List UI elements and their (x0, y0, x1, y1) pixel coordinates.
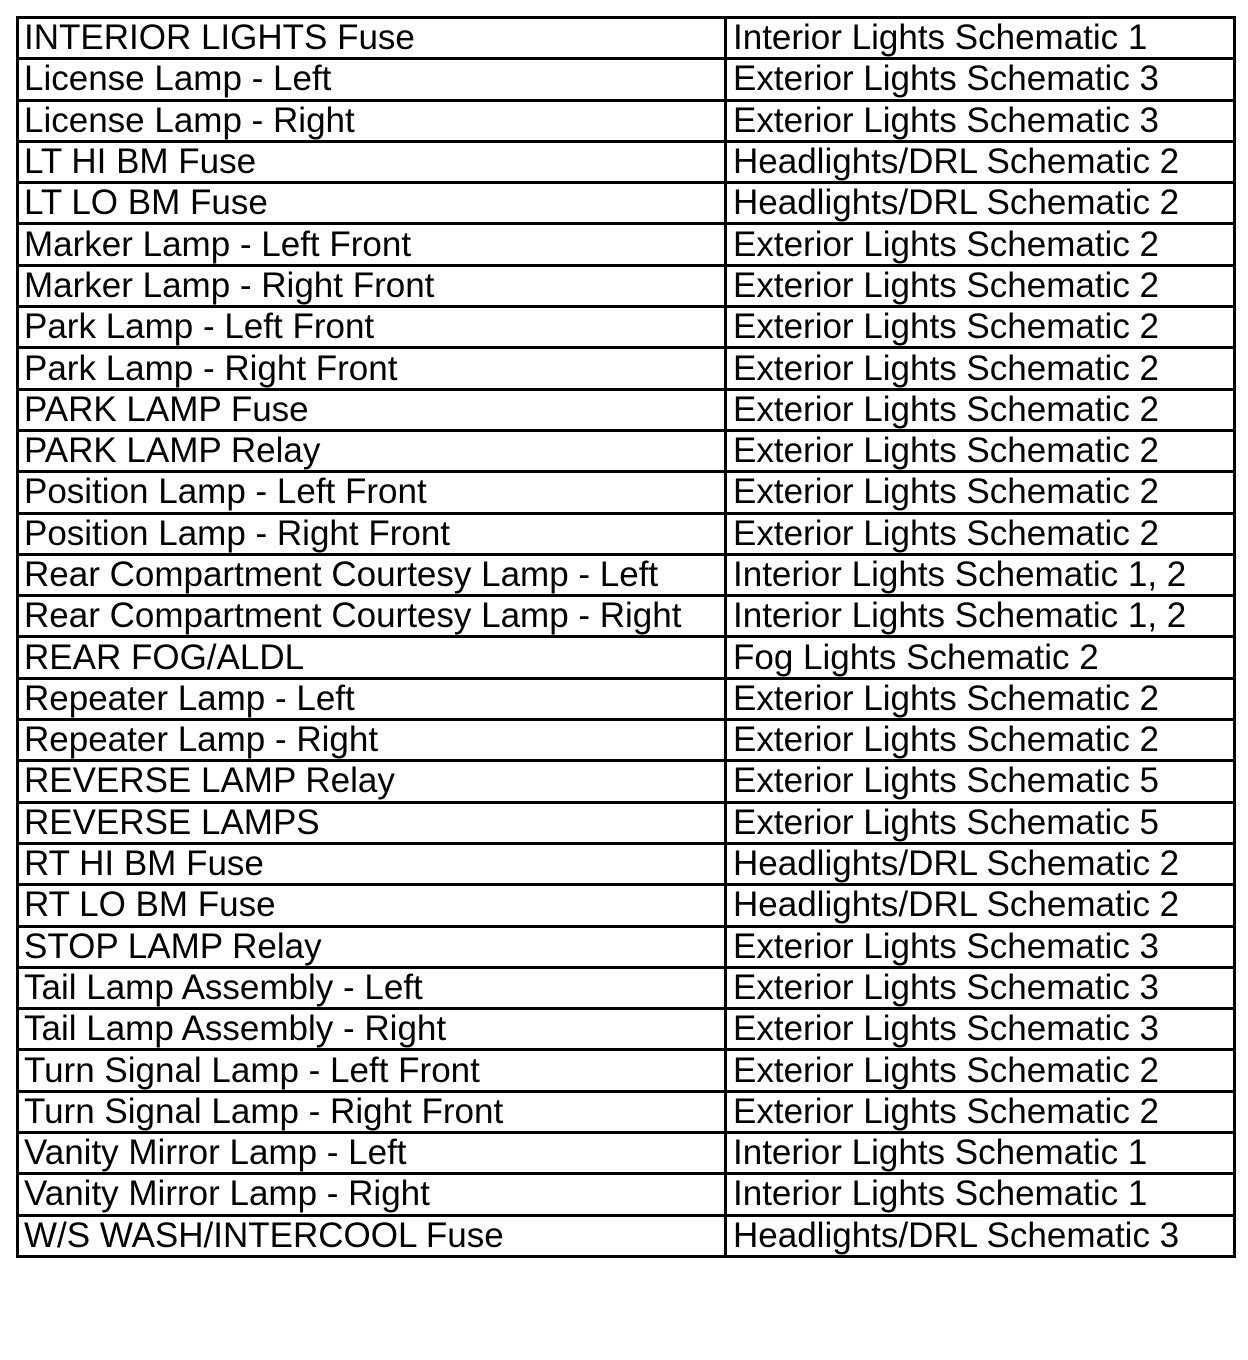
schematic-cell: Headlights/DRL Schematic 2 (726, 843, 1235, 884)
schematic-cell: Exterior Lights Schematic 2 (726, 720, 1235, 761)
table-row (18, 1174, 1235, 1215)
table-row (18, 967, 1235, 1008)
component-cell: Rear Compartment Courtesy Lamp - Left (18, 554, 726, 595)
component-cell: W/S WASH/INTERCOOL Fuse (18, 1215, 726, 1256)
component-cell: LT HI BM Fuse (18, 141, 726, 182)
schematic-cell: Interior Lights Schematic 1, 2 (726, 596, 1235, 637)
component-location-table-wrapper (16, 16, 1224, 1258)
table-row (18, 1050, 1235, 1091)
component-cell: Rear Compartment Courtesy Lamp - Right (18, 596, 726, 637)
schematic-cell: Fog Lights Schematic 2 (726, 637, 1235, 678)
table-row (18, 637, 1235, 678)
table-row (18, 430, 1235, 471)
schematic-cell: Exterior Lights Schematic 2 (726, 513, 1235, 554)
component-cell: LT LO BM Fuse (18, 183, 726, 224)
component-cell: PARK LAMP Fuse (18, 389, 726, 430)
component-cell: Marker Lamp - Left Front (18, 224, 726, 265)
schematic-cell: Exterior Lights Schematic 5 (726, 761, 1235, 802)
component-cell: Position Lamp - Right Front (18, 513, 726, 554)
schematic-cell: Exterior Lights Schematic 5 (726, 802, 1235, 843)
component-cell: Repeater Lamp - Left (18, 678, 726, 719)
table-row (18, 926, 1235, 967)
component-location-table (16, 16, 1236, 1258)
schematic-cell: Exterior Lights Schematic 3 (726, 967, 1235, 1008)
table-row (18, 761, 1235, 802)
component-cell: STOP LAMP Relay (18, 926, 726, 967)
table-row (18, 678, 1235, 719)
table-row (18, 18, 1235, 59)
table-row (18, 224, 1235, 265)
component-cell: REVERSE LAMP Relay (18, 761, 726, 802)
component-cell: PARK LAMP Relay (18, 430, 726, 471)
table-row (18, 100, 1235, 141)
table-body (18, 18, 1235, 1257)
table-row (18, 348, 1235, 389)
table-row (18, 513, 1235, 554)
component-cell: Marker Lamp - Right Front (18, 265, 726, 306)
schematic-cell: Headlights/DRL Schematic 2 (726, 885, 1235, 926)
schematic-cell: Exterior Lights Schematic 2 (726, 472, 1235, 513)
table-row (18, 1215, 1235, 1256)
schematic-cell: Headlights/DRL Schematic 3 (726, 1215, 1235, 1256)
schematic-cell: Exterior Lights Schematic 3 (726, 1009, 1235, 1050)
schematic-cell: Exterior Lights Schematic 2 (726, 389, 1235, 430)
schematic-cell: Exterior Lights Schematic 2 (726, 265, 1235, 306)
table-row (18, 1009, 1235, 1050)
component-cell: RT LO BM Fuse (18, 885, 726, 926)
component-cell: Tail Lamp Assembly - Left (18, 967, 726, 1008)
schematic-cell: Exterior Lights Schematic 2 (726, 678, 1235, 719)
component-cell: Repeater Lamp - Right (18, 720, 726, 761)
table-row (18, 885, 1235, 926)
component-cell: Turn Signal Lamp - Right Front (18, 1091, 726, 1132)
table-row (18, 596, 1235, 637)
schematic-cell: Interior Lights Schematic 1 (726, 18, 1235, 59)
component-cell: License Lamp - Right (18, 100, 726, 141)
component-cell: RT HI BM Fuse (18, 843, 726, 884)
schematic-cell: Exterior Lights Schematic 3 (726, 926, 1235, 967)
schematic-cell: Exterior Lights Schematic 2 (726, 224, 1235, 265)
component-cell: REAR FOG/ALDL (18, 637, 726, 678)
component-cell: REVERSE LAMPS (18, 802, 726, 843)
schematic-cell: Interior Lights Schematic 1, 2 (726, 554, 1235, 595)
table-row (18, 307, 1235, 348)
schematic-cell: Exterior Lights Schematic 3 (726, 59, 1235, 100)
schematic-cell: Headlights/DRL Schematic 2 (726, 183, 1235, 224)
table-row (18, 720, 1235, 761)
component-cell: Vanity Mirror Lamp - Left (18, 1133, 726, 1174)
schematic-cell: Exterior Lights Schematic 2 (726, 348, 1235, 389)
schematic-cell: Interior Lights Schematic 1 (726, 1174, 1235, 1215)
component-cell: Tail Lamp Assembly - Right (18, 1009, 726, 1050)
component-cell: Position Lamp - Left Front (18, 472, 726, 513)
schematic-cell: Exterior Lights Schematic 3 (726, 100, 1235, 141)
table-row (18, 1133, 1235, 1174)
schematic-cell: Exterior Lights Schematic 2 (726, 307, 1235, 348)
schematic-cell: Exterior Lights Schematic 2 (726, 430, 1235, 471)
table-row (18, 472, 1235, 513)
component-cell: Park Lamp - Right Front (18, 348, 726, 389)
component-cell: Vanity Mirror Lamp - Right (18, 1174, 726, 1215)
table-row (18, 141, 1235, 182)
component-cell: INTERIOR LIGHTS Fuse (18, 18, 726, 59)
schematic-cell: Headlights/DRL Schematic 2 (726, 141, 1235, 182)
table-row (18, 59, 1235, 100)
table-row (18, 802, 1235, 843)
table-row (18, 554, 1235, 595)
table-row (18, 1091, 1235, 1132)
table-row (18, 183, 1235, 224)
schematic-cell: Exterior Lights Schematic 2 (726, 1091, 1235, 1132)
table-row (18, 265, 1235, 306)
component-cell: Park Lamp - Left Front (18, 307, 726, 348)
component-cell: Turn Signal Lamp - Left Front (18, 1050, 726, 1091)
schematic-cell: Interior Lights Schematic 1 (726, 1133, 1235, 1174)
table-row (18, 843, 1235, 884)
table-row (18, 389, 1235, 430)
schematic-cell: Exterior Lights Schematic 2 (726, 1050, 1235, 1091)
component-cell: License Lamp - Left (18, 59, 726, 100)
